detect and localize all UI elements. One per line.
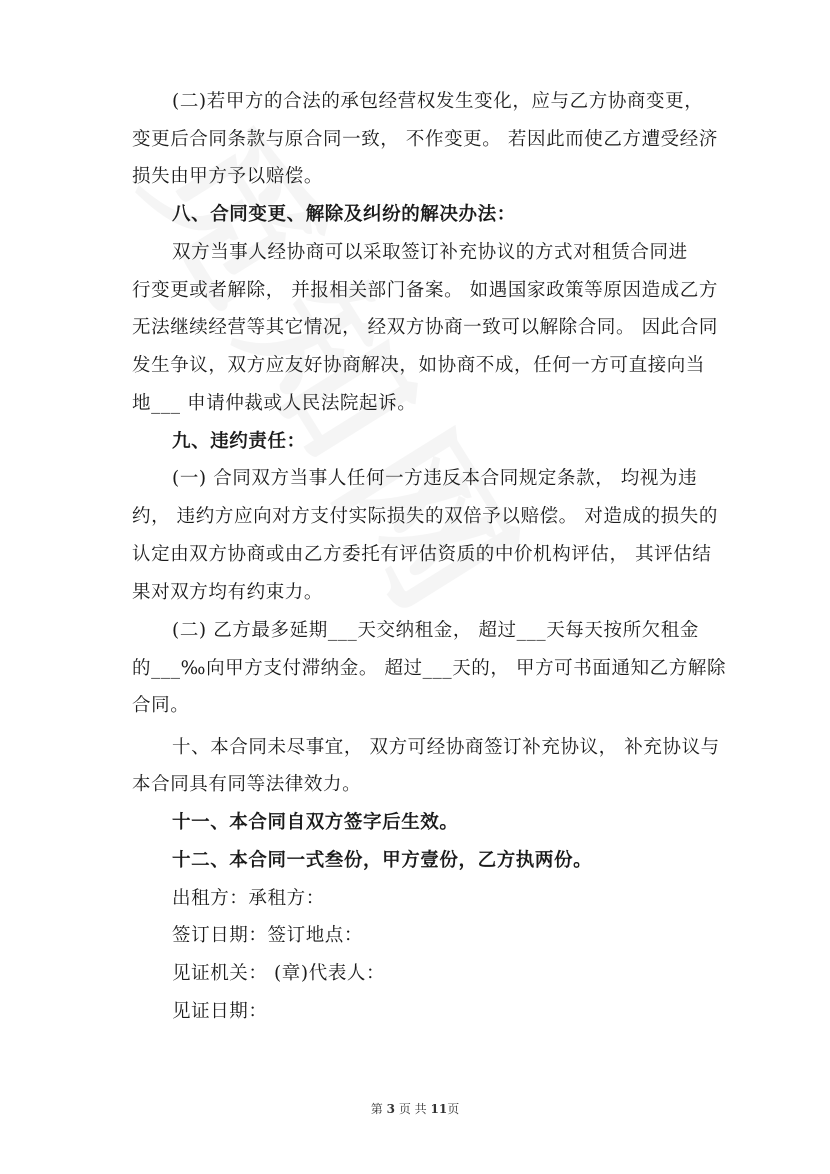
footer-total-pages: 11 [430, 1102, 448, 1116]
clause-12: 十二、本合同一式叁份，甲方壹份，乙方执两份。 [172, 850, 593, 871]
para-9-1-line-2: 约， 违约方应向对方支付实际损失的双倍予以赔偿。 对造成的损失的 [132, 506, 718, 527]
para-9-2-line-3: 合同。 [132, 695, 190, 716]
para-7-2-line-2: 变更后合同条款与原合同一致， 不作变更。 若因此而使乙方遭受经济 [132, 129, 718, 150]
para-7-2-line-1: (二)若甲方的合法的承包经营权发生变化，应与乙方协商变更， [172, 91, 704, 112]
signature-date-place: 签订日期：签订地点： [172, 925, 364, 946]
footer-prefix: 第 [370, 1102, 383, 1116]
signature-parties: 出租方：承租方： [172, 888, 325, 909]
para-8-line-3: 无法继续经营等其它情况， 经双方协商一致可以解除合同。 因此合同 [132, 317, 718, 338]
footer-middle: 页 共 [398, 1102, 427, 1116]
signature-witness-date: 见证日期： [172, 1001, 268, 1022]
para-7-2-line-3: 损失由甲方予以赔偿。 [132, 166, 324, 187]
para-8-line-2: 行变更或者解除， 并报相关部门备案。 如遇国家政策等原因造成乙方 [132, 280, 718, 301]
footer-suffix: 页 [447, 1102, 460, 1116]
heading-section-8: 八、合同变更、解除及纠纷的解决办法： [172, 204, 516, 225]
para-9-2-line-2: 的___‰向甲方支付滞纳金。 超过___天的， 甲方可书面通知乙方解除 [132, 658, 727, 679]
signature-witness: 见证机关： (章)代表人： [172, 963, 386, 984]
para-9-1-line-3: 认定由双方协商或由乙方委托有评估资质的中价机构评估， 其评估结 [132, 544, 712, 565]
page-footer [0, 1100, 830, 1117]
clause-11: 十一、本合同自双方签字后生效。 [172, 812, 459, 833]
para-8-line-1: 双方当事人经协商可以采取签订补充协议的方式对租赁合同进 [172, 242, 688, 263]
footer-page-number: 3 [386, 1102, 395, 1116]
para-9-2-line-1: (二) 乙方最多延期___天交纳租金， 超过___天每天按所欠租金 [172, 620, 699, 641]
heading-section-9: 九、违约责任： [172, 431, 306, 452]
para-10-line-1: 十、本合同未尽事宜， 双方可经协商签订补充协议， 补充协议与 [172, 737, 720, 758]
para-10-line-2: 本合同具有同等法律效力。 [132, 774, 362, 795]
para-9-1-line-1: (一) 合同双方当事人任何一方违反本合同规定条款， 均视为违 [172, 468, 698, 489]
para-9-1-line-4: 果对双方均有约束力。 [132, 582, 324, 603]
para-8-line-4: 发生争议，双方应友好协商解决，如协商不成，任何一方可直接向当 [132, 355, 706, 376]
para-8-line-5: 地___ 申请仲裁或人民法院起诉。 [132, 393, 417, 414]
